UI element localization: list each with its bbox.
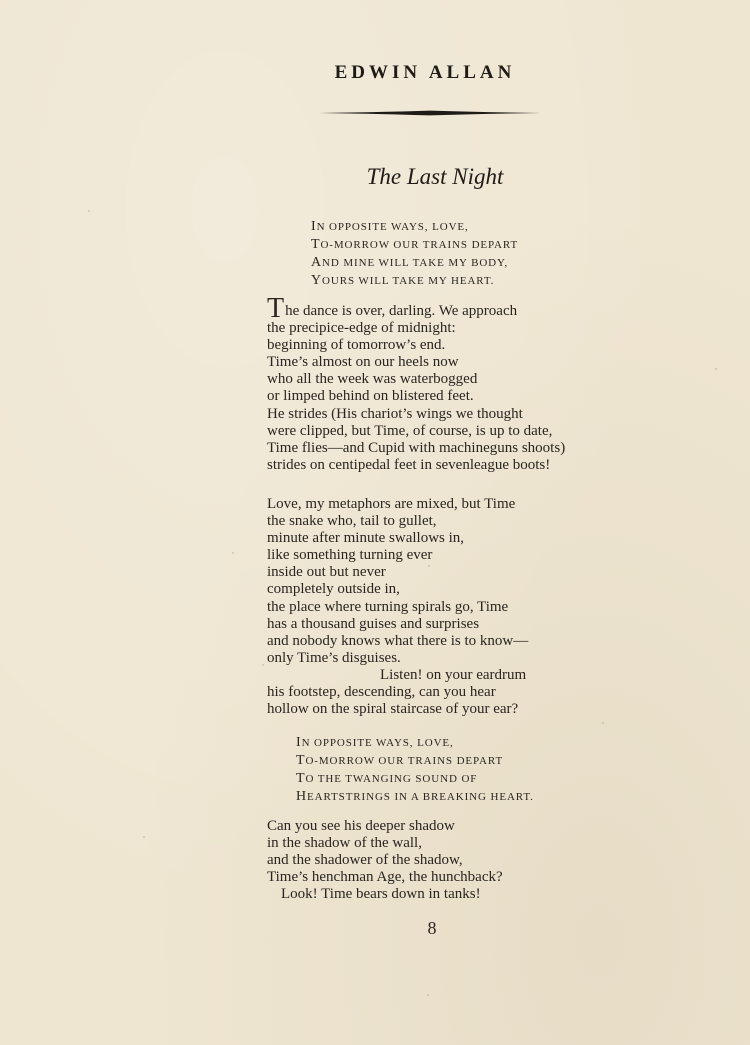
stanza-2 (267, 496, 528, 718)
poem-line: the precipice-edge of midnight: (267, 320, 456, 337)
poem-line: Time flies—and Cupid with machineguns shoots) (267, 439, 566, 456)
ornamental-rule (319, 110, 541, 116)
stanza-3 (267, 818, 503, 903)
refrain-line: TO THE TWANGING SOUND OF (296, 771, 478, 786)
poem-line: Time’s almost on our heels now (267, 354, 459, 371)
poem-line (267, 293, 565, 324)
first-line-text: he dance is over, darling. We approach (285, 303, 518, 319)
poem-line: only Time’s disguises. (267, 649, 401, 666)
poem-line: hollow on the spiral staircase of your ear? (267, 701, 519, 718)
poem-line: He strides (His chariot’s wings we thought (267, 405, 523, 422)
poem-line: Time’s henchman Age, the hunchback? (267, 869, 503, 886)
poem-line: in the shadow of the wall, (267, 835, 422, 852)
poem-line: beginning of tomorrow’s end. (267, 337, 446, 354)
poem-line: has a thousand guises and surprises (267, 615, 480, 632)
poem-line: the snake who, tail to gullet, (267, 513, 437, 530)
poem-line-indented: Listen! on your eardrum (380, 666, 527, 683)
poem-line-indented: Look! Time bears down in tanks! (281, 886, 481, 903)
refrain-line: TO-MORROW OUR TRAINS DEPART (296, 753, 504, 768)
refrain-2 (296, 734, 534, 806)
paper-speck (88, 210, 90, 212)
poem-line: inside out but never (267, 564, 386, 581)
poem-line: and nobody knows what there is to know— (267, 632, 529, 649)
paper-speck (143, 836, 145, 838)
refrain-line: HEARTSTRINGS IN A BREAKING HEART. (296, 789, 534, 804)
poem-line: like something turning ever (267, 547, 433, 564)
poem-line: or limped behind on blistered feet. (267, 388, 474, 405)
drop-cap: T (267, 293, 285, 324)
paper-speck (427, 994, 429, 996)
paper-speck (262, 664, 264, 666)
poem-line: his footstep, descending, can you hear (267, 684, 496, 701)
poem-line: strides on centipedal feet in sevenleague boots! (267, 456, 551, 473)
author-heading: EDWIN ALLAN (334, 62, 516, 83)
refrain-line: TO-MORROW OUR TRAINS DEPART (311, 237, 519, 252)
paper-speck (602, 722, 604, 724)
poem-line: Love, my metaphors are mixed, but Time (267, 496, 516, 512)
poem-line: minute after minute swallows in, (267, 530, 465, 547)
refrain-line: AND MINE WILL TAKE MY BODY, (311, 255, 509, 270)
poem-line: the place where turning spirals go, Time (267, 598, 509, 615)
poem-line: completely outside in, (267, 581, 400, 598)
refrain-line: IN OPPOSITE WAYS, LOVE, (296, 735, 454, 750)
poem-title: The Last Night (366, 164, 504, 189)
refrain-line: YOURS WILL TAKE MY HEART. (311, 273, 495, 288)
poem-line: who all the week was waterbogged (267, 371, 478, 388)
paper-speck (232, 552, 234, 554)
paper-speck (715, 368, 717, 370)
refrain-1 (311, 218, 518, 290)
poem-line: Can you see his deeper shadow (267, 818, 455, 834)
stanza-1 (267, 293, 566, 474)
page-number: 8 (427, 918, 437, 938)
poem-line: and the shadower of the shadow, (267, 852, 463, 869)
refrain-line: IN OPPOSITE WAYS, LOVE, (311, 219, 469, 234)
poem-line: were clipped, but Time, of course, is up to date, (267, 422, 553, 439)
